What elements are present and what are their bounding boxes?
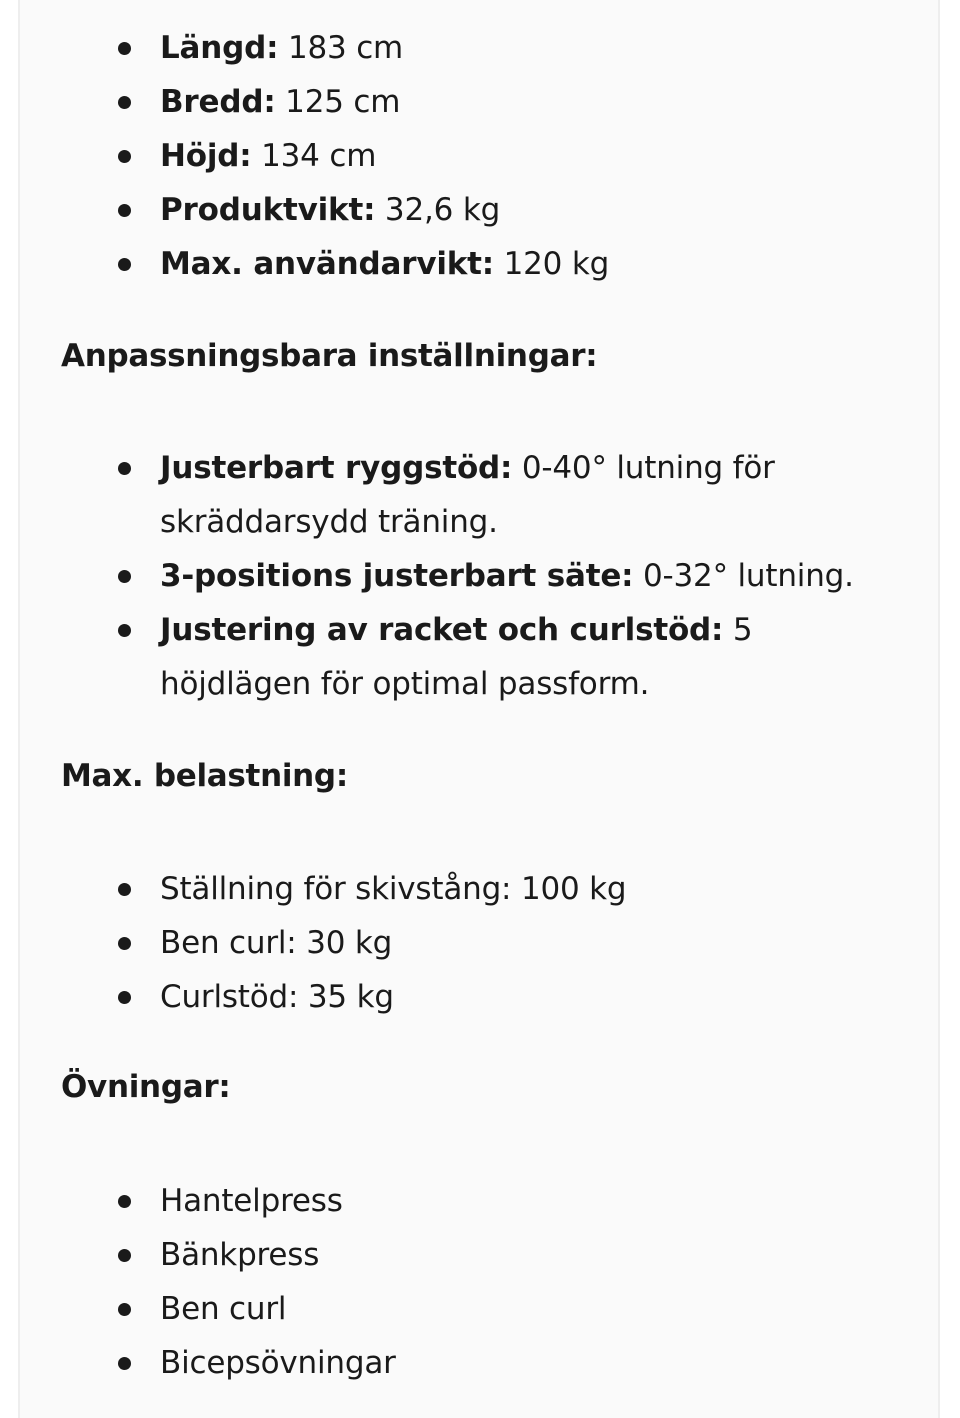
spec-value: 125 cm <box>275 84 401 120</box>
adjust-value: 0-32° lutning. <box>633 558 854 594</box>
adjust-label: Justerbart ryggstöd: <box>160 450 513 486</box>
adjust-list <box>20 441 942 711</box>
spec-value: 32,6 kg <box>375 192 501 228</box>
list-item <box>20 603 900 711</box>
adjust-heading: Anpassningsbara inställningar: <box>61 338 598 374</box>
spec-label: Bredd: <box>160 84 276 120</box>
adjust-heading-section <box>20 329 942 383</box>
load-section <box>20 862 942 1024</box>
load-heading: Max. belastning: <box>61 758 348 794</box>
list-item <box>20 549 900 603</box>
exercises-section <box>20 1174 942 1390</box>
spec-label: Höjd: <box>160 138 252 174</box>
adjust-label: 3-positions justerbart säte: <box>160 558 634 594</box>
list-item <box>20 21 900 75</box>
spec-label: Längd: <box>160 30 279 66</box>
exercises-heading: Övningar: <box>61 1069 231 1105</box>
list-item <box>20 441 900 549</box>
load-list <box>20 862 942 1024</box>
list-item <box>20 237 900 291</box>
list-item: Curlstöd: 35 kg <box>20 970 900 1024</box>
spec-label: Max. användarvikt: <box>160 246 494 282</box>
adjust-label: Justering av racket och curlstöd: <box>160 612 724 648</box>
spec-value: 183 cm <box>278 30 404 66</box>
specs-list <box>20 21 942 291</box>
spec-value: 120 kg <box>493 246 610 282</box>
adjust-value: 0-40° lutning för skräddarsydd träning. <box>160 450 775 540</box>
list-item: Bicepsövningar <box>20 1336 900 1390</box>
exercises-list <box>20 1174 942 1390</box>
exercises-heading-section <box>20 1060 942 1114</box>
load-heading-section <box>20 749 942 803</box>
spec-label: Produktvikt: <box>160 192 376 228</box>
adjust-value: 5 höjdlägen för optimal passform. <box>160 612 753 702</box>
list-item: Ställning för skivstång: 100 kg <box>20 862 900 916</box>
list-item: Bänkpress <box>20 1228 900 1282</box>
specs-section <box>20 21 942 291</box>
list-item: Ben curl <box>20 1282 900 1336</box>
list-item: Ben curl: 30 kg <box>20 916 900 970</box>
list-item <box>20 129 900 183</box>
spec-value: 134 cm <box>251 138 377 174</box>
list-item <box>20 183 900 237</box>
adjust-section <box>20 441 942 711</box>
list-item <box>20 75 900 129</box>
list-item: Hantelpress <box>20 1174 900 1228</box>
content-card <box>18 0 940 1418</box>
